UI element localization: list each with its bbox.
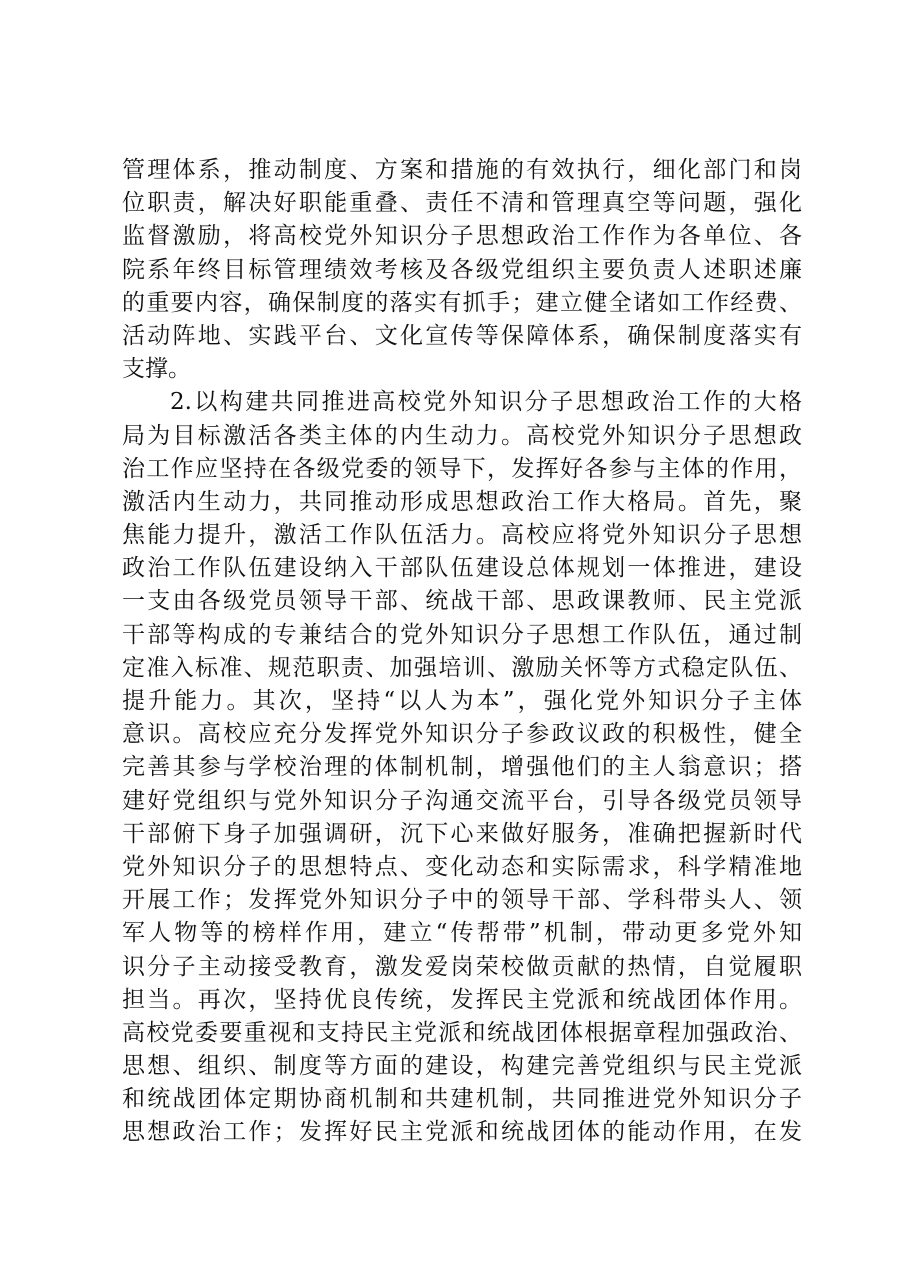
text-line: 高校党委要重视和支持民主党派和统战团体根据章程加强政治、 (122, 1019, 802, 1046)
text-line: 治工作应坚持在各级党委的领导下，发挥好各参与主体的作用， (122, 455, 802, 482)
text-line: 建好党组织与党外知识分子沟通交流平台，引导各级党员领导 (122, 787, 802, 814)
text-line: 意识。高校应充分发挥党外知识分子参政议政的积极性，健全 (122, 721, 802, 748)
text-line: 支撑。 (122, 356, 191, 383)
text-line: 开展工作；发挥党外知识分子中的领导干部、学科带头人、领 (122, 887, 802, 914)
text-line: 焦能力提升，激活工作队伍活力。高校应将党外知识分子思想 (122, 522, 802, 549)
text-line: 和统战团体定期协商机制和共建机制，共同推进党外知识分子 (122, 1086, 802, 1113)
text-line: 局为目标激活各类主体的内生动力。高校党外知识分子思想政 (122, 422, 802, 449)
text-line: 活动阵地、实践平台、文化宣传等保障体系，确保制度落实有 (122, 322, 802, 349)
text-line: 担当。再次，坚持优良传统，发挥民主党派和统战团体作用。 (122, 986, 802, 1013)
text-line: 干部等构成的专兼结合的党外知识分子思想工作队伍，通过制 (122, 621, 802, 648)
text-line: 一支由各级党员领导干部、统战干部、思政课教师、民主党派 (122, 588, 802, 615)
text-line: 军人物等的榜样作用，建立“传帮带”机制，带动更多党外知 (122, 920, 802, 947)
text-line: 的重要内容，确保制度的落实有抓手；建立健全诸如工作经费、 (122, 289, 802, 316)
text-line: 位职责，解决好职能重叠、责任不清和管理真空等问题，强化 (122, 190, 802, 217)
text-line: 提升能力。其次，坚持“以人为本”，强化党外知识分子主体 (122, 688, 802, 714)
text-line: 政治工作队伍建设纳入干部队伍建设总体规划一体推进，建设 (122, 555, 802, 582)
text-line: 完善其参与学校治理的体制机制，增强他们的主人翁意识；搭 (122, 754, 802, 781)
paragraph-start-line: 2.以构建共同推进高校党外知识分子思想政治工作的大格 (170, 389, 802, 416)
text-line: 监督激励，将高校党外知识分子思想政治工作作为各单位、各 (122, 223, 802, 250)
text-line: 思想政治工作；发挥好民主党派和统战团体的能动作用，在发 (122, 1119, 802, 1146)
text-line: 干部俯下身子加强调研，沉下心来做好服务，准确把握新时代 (122, 820, 802, 847)
text-line: 激活内生动力，共同推动形成思想政治工作大格局。首先，聚 (122, 488, 802, 515)
text-line: 管理体系，推动制度、方案和措施的有效执行，细化部门和岗 (122, 157, 802, 183)
text-line: 识分子主动接受教育，激发爱岗荣校做贡献的热情，自觉履职 (122, 953, 802, 980)
text-line: 定准入标准、规范职责、加强培训、激励关怀等方式稳定队伍、 (122, 654, 802, 681)
body-text (122, 154, 802, 1150)
text-line: 党外知识分子的思想特点、变化动态和实际需求，科学精准地 (122, 853, 802, 880)
text-line: 思想、组织、制度等方面的建设，构建完善党组织与民主党派 (122, 1053, 802, 1080)
text-line: 院系年终目标管理绩效考核及各级党组织主要负责人述职述廉 (122, 256, 802, 283)
